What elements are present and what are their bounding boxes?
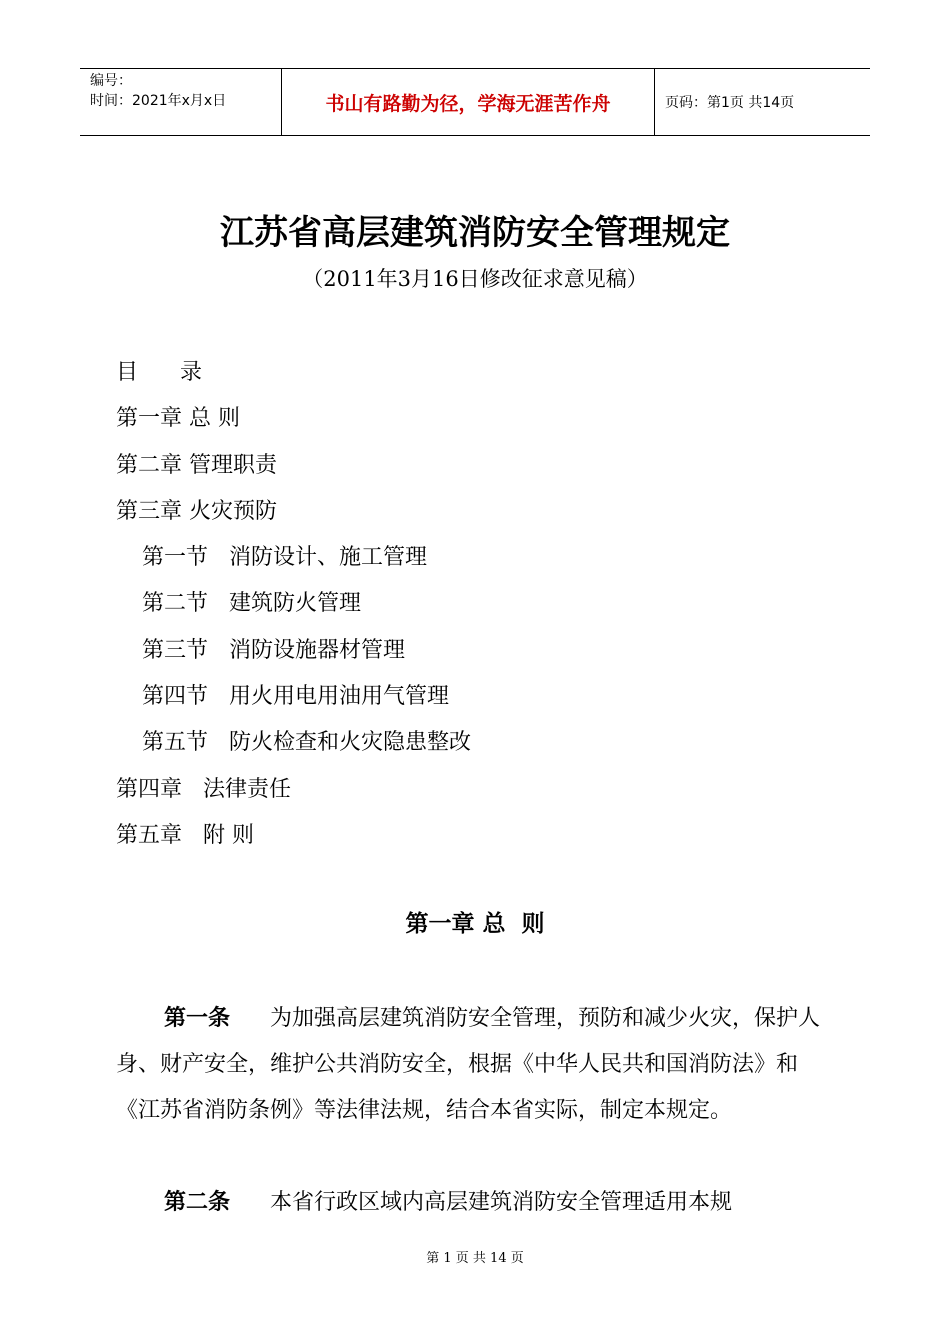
chapter-heading: 第一章 总 则	[405, 911, 545, 937]
document-subtitle: （2011年3月16日修改征求意见稿）	[302, 267, 648, 291]
toc-item: 第一章 总 则	[116, 406, 240, 432]
article-label: 第一条	[164, 1006, 231, 1031]
article-label: 第二条	[164, 1190, 231, 1215]
toc-item: 第五章 附 则	[116, 822, 254, 848]
table-of-contents	[116, 350, 471, 859]
article-text: 本省行政区域内高层建筑消防安全管理适用本规	[270, 1190, 733, 1215]
toc-subitem: 第三节 消防设施器材管理	[142, 637, 405, 663]
toc-subitem: 第四节 用火用电用油用气管理	[142, 684, 449, 710]
article-1	[116, 996, 841, 1134]
document-title: 江苏省高层建筑消防安全管理规定	[220, 213, 730, 253]
toc-subitem: 第五节 防火检查和火灾隐患整改	[142, 730, 471, 756]
document-time-label: 时间：2021年x月x日	[90, 93, 227, 109]
header-meta	[80, 69, 281, 135]
toc-heading: 目 录	[116, 360, 202, 385]
toc-item: 第二章 管理职责	[116, 452, 277, 478]
toc-item: 第四章 法律责任	[116, 776, 291, 802]
page-footer: 第 1 页 共 14 页	[426, 1251, 524, 1266]
header-motto: 书山有路勤为径，学海无涯苦作舟	[281, 69, 655, 135]
document-number-label: 编号：	[90, 73, 132, 89]
toc-item: 第三章 火灾预防	[116, 498, 277, 524]
toc-subitem: 第二节 建筑防火管理	[142, 591, 361, 617]
header-page-info: 页码：第1页 共14页	[665, 95, 795, 111]
page-header	[80, 68, 870, 136]
toc-subitem: 第一节 消防设计、施工管理	[142, 545, 427, 571]
article-text: 为加强高层建筑消防安全管理，预防和减少火灾，保护人身、财产安全，维护公共消防安全，根据《中华人民共和国消防法》和《江苏省消防条例》等法律法规，结合本省实际，制定本规定。	[116, 1006, 821, 1123]
article-2	[116, 1180, 841, 1226]
